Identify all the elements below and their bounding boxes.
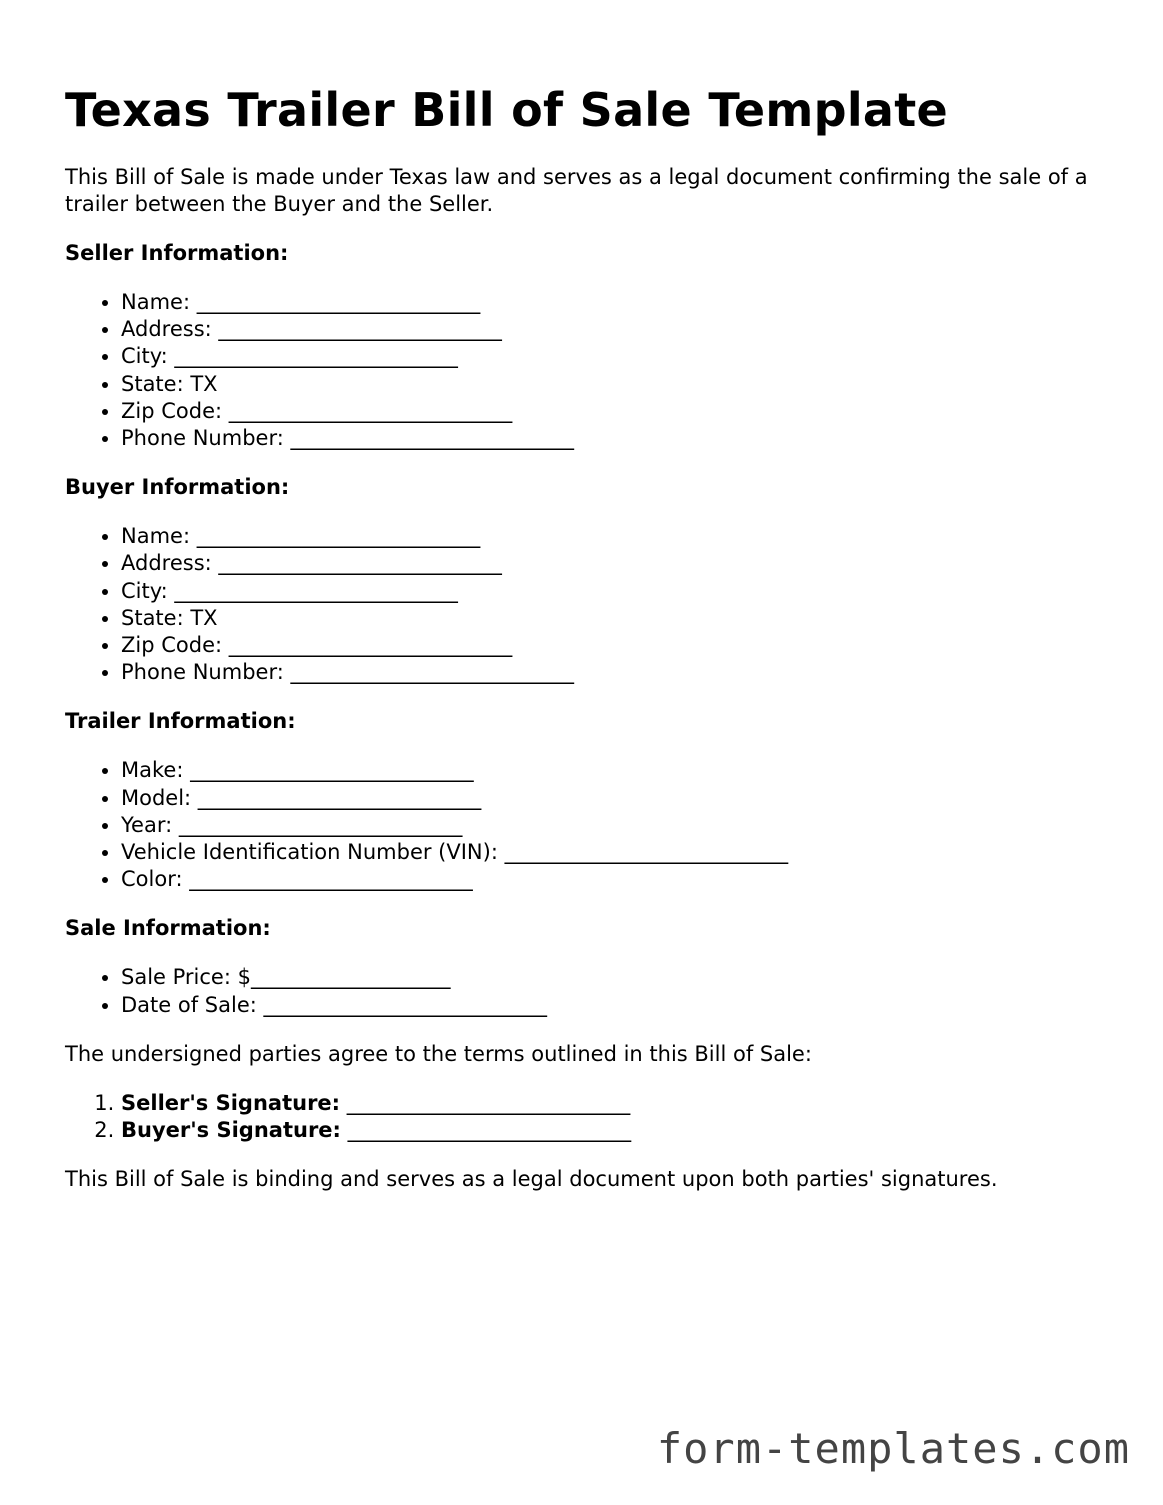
buyer-address: • Address: ___________________________ xyxy=(121,550,1105,577)
seller-zip: • Zip Code: ___________________________ xyxy=(121,398,1105,425)
closing-paragraph: This Bill of Sale is binding and serves as a legal document upon both parties' signatures. xyxy=(65,1167,998,1192)
sale-date: • Date of Sale: ___________________________ xyxy=(121,992,1105,1019)
page-title: Texas Trailer Bill of Sale Template xyxy=(65,83,949,137)
sale-heading: Sale Information: xyxy=(65,916,271,941)
buyer-signature-line: ___________________________ xyxy=(340,1118,632,1143)
sale-price: • Sale Price: $___________________ xyxy=(121,964,1105,991)
seller-heading: Seller Information: xyxy=(65,241,289,265)
buyer-list xyxy=(65,523,1105,686)
trailer-make: • Make: ___________________________ xyxy=(121,757,1105,784)
buyer-phone: • Phone Number: ___________________________ xyxy=(121,659,1105,686)
document-page xyxy=(65,80,1105,1215)
seller-signature xyxy=(121,1090,1105,1117)
trailer-model: • Model: ___________________________ xyxy=(121,785,1105,812)
buyer-name: • Name: ___________________________ xyxy=(121,523,1105,550)
buyer-zip: • Zip Code: ___________________________ xyxy=(121,632,1105,659)
seller-list xyxy=(65,289,1105,452)
buyer-signature xyxy=(121,1117,1105,1144)
trailer-color: • Color: ___________________________ xyxy=(121,866,1105,893)
agreement-paragraph: The undersigned parties agree to the terms outlined in this Bill of Sale: xyxy=(65,1041,812,1066)
seller-signature-line: ___________________________ xyxy=(340,1090,631,1115)
seller-address: • Address: ___________________________ xyxy=(121,316,1105,343)
trailer-vin: • Vehicle Identification Number (VIN): ___________________________ xyxy=(121,839,1105,866)
seller-name: • Name: ___________________________ xyxy=(121,289,1105,316)
intro-paragraph: This Bill of Sale is made under Texas law and serves as a legal document confirming the sale of a trailer between the Buyer and the Seller. xyxy=(65,165,1088,216)
seller-state: • State: TX xyxy=(121,371,1105,398)
sale-list xyxy=(65,964,1105,1018)
trailer-heading: Trailer Information: xyxy=(65,709,296,734)
trailer-list xyxy=(65,757,1105,893)
trailer-year: • Year: ___________________________ xyxy=(121,812,1105,839)
seller-phone: • Phone Number: ___________________________ xyxy=(121,425,1105,452)
watermark: form-templates.com xyxy=(656,1424,1130,1473)
seller-city: • City: ___________________________ xyxy=(121,343,1105,370)
buyer-state: • State: TX xyxy=(121,605,1105,632)
buyer-city: • City: ___________________________ xyxy=(121,578,1105,605)
buyer-signature-label: Buyer's Signature: xyxy=(121,1118,341,1143)
signature-list xyxy=(65,1090,1105,1144)
seller-signature-label: Seller's Signature: xyxy=(121,1090,341,1115)
buyer-heading: Buyer Information: xyxy=(65,475,290,500)
